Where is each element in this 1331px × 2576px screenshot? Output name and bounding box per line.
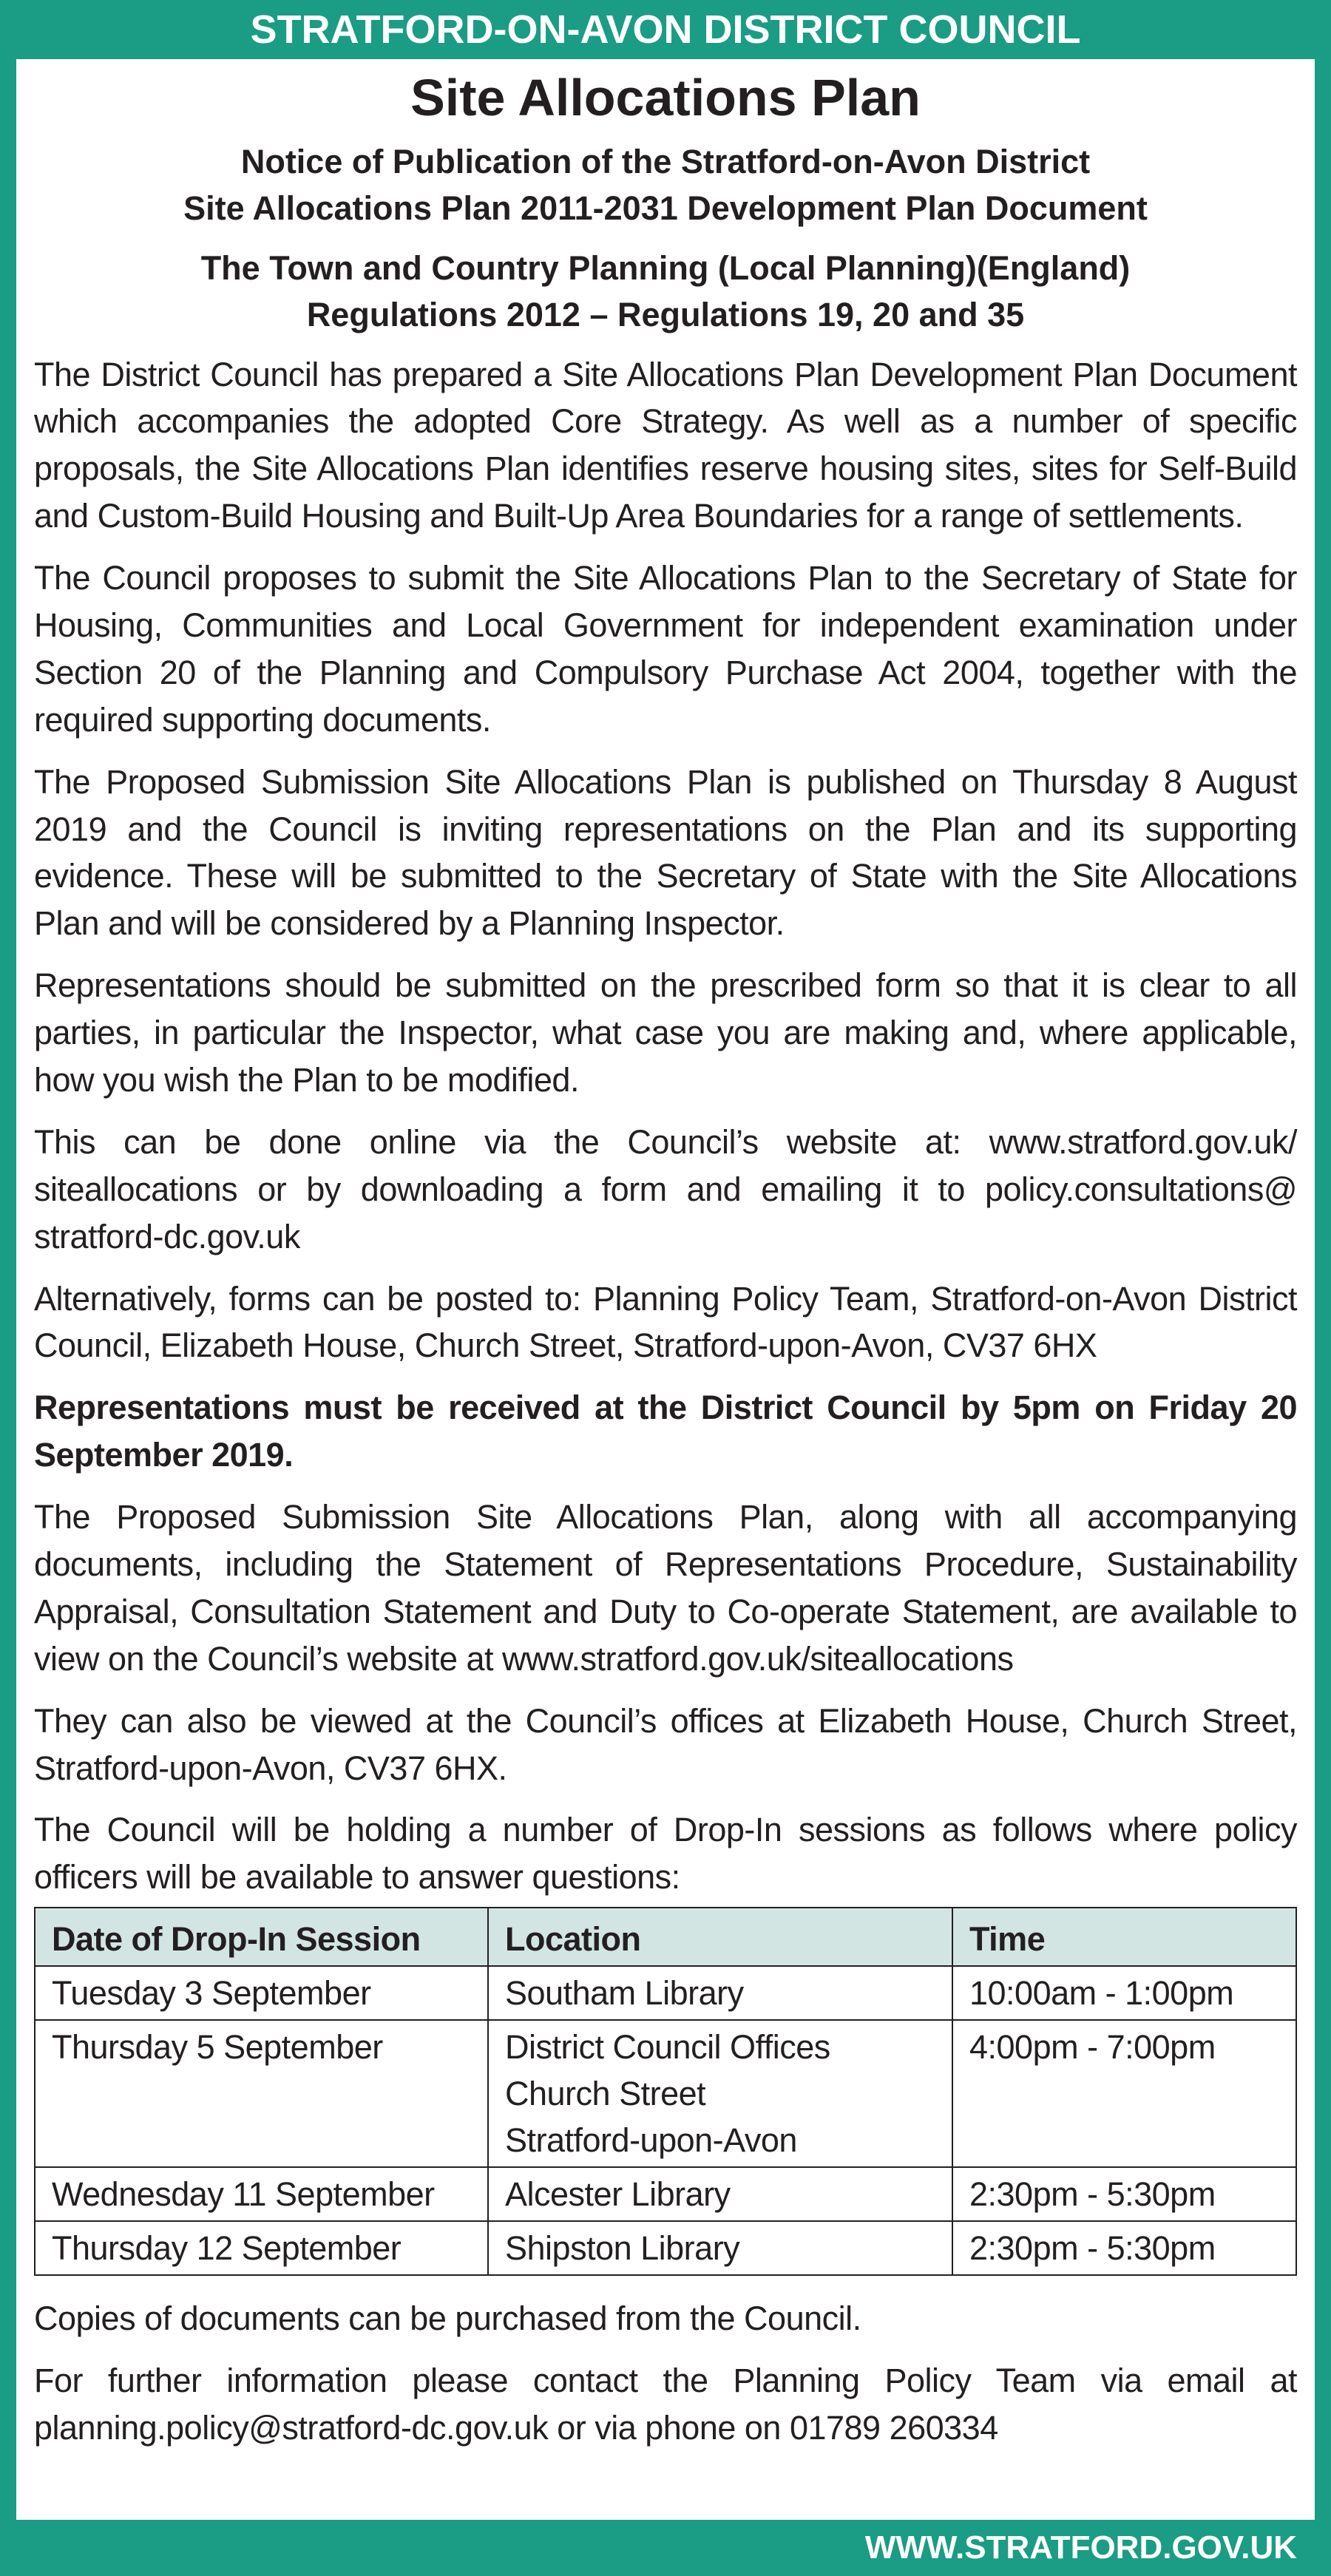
column-header-date: Date of Drop-In Session bbox=[35, 1908, 488, 1966]
column-header-location: Location bbox=[488, 1908, 952, 1966]
publication-paragraph: The Proposed Submission Site Allocations Plan is published on Thursday 8 August 2019 and the Council is inviting representations on the Plan and its supporting evidence. These will be submitted to the Secretary of State with the Site Allocations Plan and will be considered by a Planning Inspector. bbox=[34, 762, 1297, 943]
session-location bbox=[488, 2020, 952, 2167]
subtitle-line: Regulations 2012 – Regulations 19, 20 and 35 bbox=[306, 295, 1025, 333]
website-footer: WWW.STRATFORD.GOV.UK bbox=[864, 2529, 1297, 2566]
subtitle-line: Notice of Publication of the Stratford-on-Avon District bbox=[240, 142, 1091, 180]
session-time: 2:30pm - 5:30pm bbox=[952, 2167, 1296, 2221]
table-row bbox=[35, 2167, 1296, 2221]
submission-paragraph: The Council proposes to submit the Site Allocations Plan to the Secretary of State for Housing, Communities and Local Government for independent examination under Section 20 of the Planning and Compulsory Purchase Act 2004, together with the required supporting documents. bbox=[34, 559, 1297, 739]
deadline-paragraph: Representations must be received at the District Council by 5pm on Friday 20 September 2019. bbox=[34, 1389, 1297, 1474]
council-header: STRATFORD-ON-AVON DISTRICT COUNCIL bbox=[250, 7, 1081, 52]
notice-subtitle bbox=[34, 138, 1297, 231]
location-line: Stratford-upon-Avon bbox=[505, 2121, 797, 2160]
drop-in-table bbox=[34, 1907, 1297, 2276]
notice-body bbox=[16, 59, 1315, 2520]
session-date: Thursday 12 September bbox=[35, 2221, 488, 2275]
location-line: Church Street bbox=[505, 2075, 706, 2113]
session-time: 2:30pm - 5:30pm bbox=[952, 2221, 1296, 2275]
postal-paragraph: Alternatively, forms can be posted to: Planning Policy Team, Stratford-on-Avon District Council, Elizabeth House, Church Street, Stratford-upon-Avon, CV37 6HX bbox=[34, 1279, 1297, 1365]
subtitle-line: The Town and Country Planning (Local Planning)(England) bbox=[200, 248, 1131, 287]
column-header-time: Time bbox=[952, 1908, 1296, 1966]
notice-title: Site Allocations Plan bbox=[410, 69, 921, 126]
copies-paragraph: Copies of documents can be purchased from the Council. bbox=[34, 2299, 861, 2338]
session-time: 10:00am - 1:00pm bbox=[952, 1966, 1296, 2020]
intro-paragraph: The District Council has prepared a Site Allocations Plan Development Plan Document which accompanies the adopted Core Strategy. As well as a number of specific proposals, the Site Allocations Plan identifies reserve housing sites, sites for Self-Build and Custom-Build Housing and Built-Up Area Boundaries for a range of settlements. bbox=[34, 355, 1297, 535]
drop-in-intro: The Council will be holding a number of Drop-In sessions as follows where policy officers will be available to answer questions: bbox=[34, 1811, 1297, 1897]
location-line: Shipston Library bbox=[505, 2229, 740, 2268]
offices-paragraph: They can also be viewed at the Council’s offices at Elizabeth House, Church Street, Stratford-upon-Avon, CV37 6HX. bbox=[34, 1701, 1297, 1787]
contact-paragraph: For further information please contact the Planning Policy Team via email at planning.policy@stratford-dc.gov.uk or via phone on 01789 260334 bbox=[34, 2362, 1297, 2447]
session-date: Wednesday 11 September bbox=[35, 2167, 488, 2221]
table-row bbox=[35, 2221, 1296, 2275]
table-row bbox=[35, 1966, 1296, 2020]
online-paragraph: This can be done online via the Council’s website at: www.stratford.gov.uk/ siteallocations or by downloading a form and emailing it to policy.consultations@ stratford-dc.gov.uk bbox=[34, 1122, 1297, 1255]
location-line: Southam Library bbox=[505, 1974, 744, 2013]
documents-paragraph: The Proposed Submission Site Allocations Plan, along with all accompanying documents, including the Statement of Representations Procedure, Sustainability Appraisal, Consultation Statement and Duty to Co-operate Statement, are available to view on the Council’s website at www.stratford.gov.uk/siteallocations bbox=[34, 1498, 1297, 1678]
regulations-subtitle bbox=[34, 245, 1297, 338]
session-location bbox=[488, 2221, 952, 2275]
session-date: Thursday 5 September bbox=[35, 2020, 488, 2167]
representations-paragraph: Representations should be submitted on the prescribed form so that it is clear to all parties, in particular the Inspector, what case you are making and, where applicable, how you wish the Plan to be modified. bbox=[34, 966, 1297, 1099]
subtitle-line: Site Allocations Plan 2011-2031 Development Plan Document bbox=[183, 189, 1148, 227]
session-location bbox=[488, 2167, 952, 2221]
location-line: Alcester Library bbox=[505, 2175, 731, 2214]
session-date: Tuesday 3 September bbox=[35, 1966, 488, 2020]
table-row bbox=[35, 2020, 1296, 2167]
table-header-row bbox=[35, 1908, 1296, 1966]
session-time: 4:00pm - 7:00pm bbox=[952, 2020, 1296, 2167]
location-line: District Council Offices bbox=[505, 2028, 830, 2067]
session-location bbox=[488, 1966, 952, 2020]
